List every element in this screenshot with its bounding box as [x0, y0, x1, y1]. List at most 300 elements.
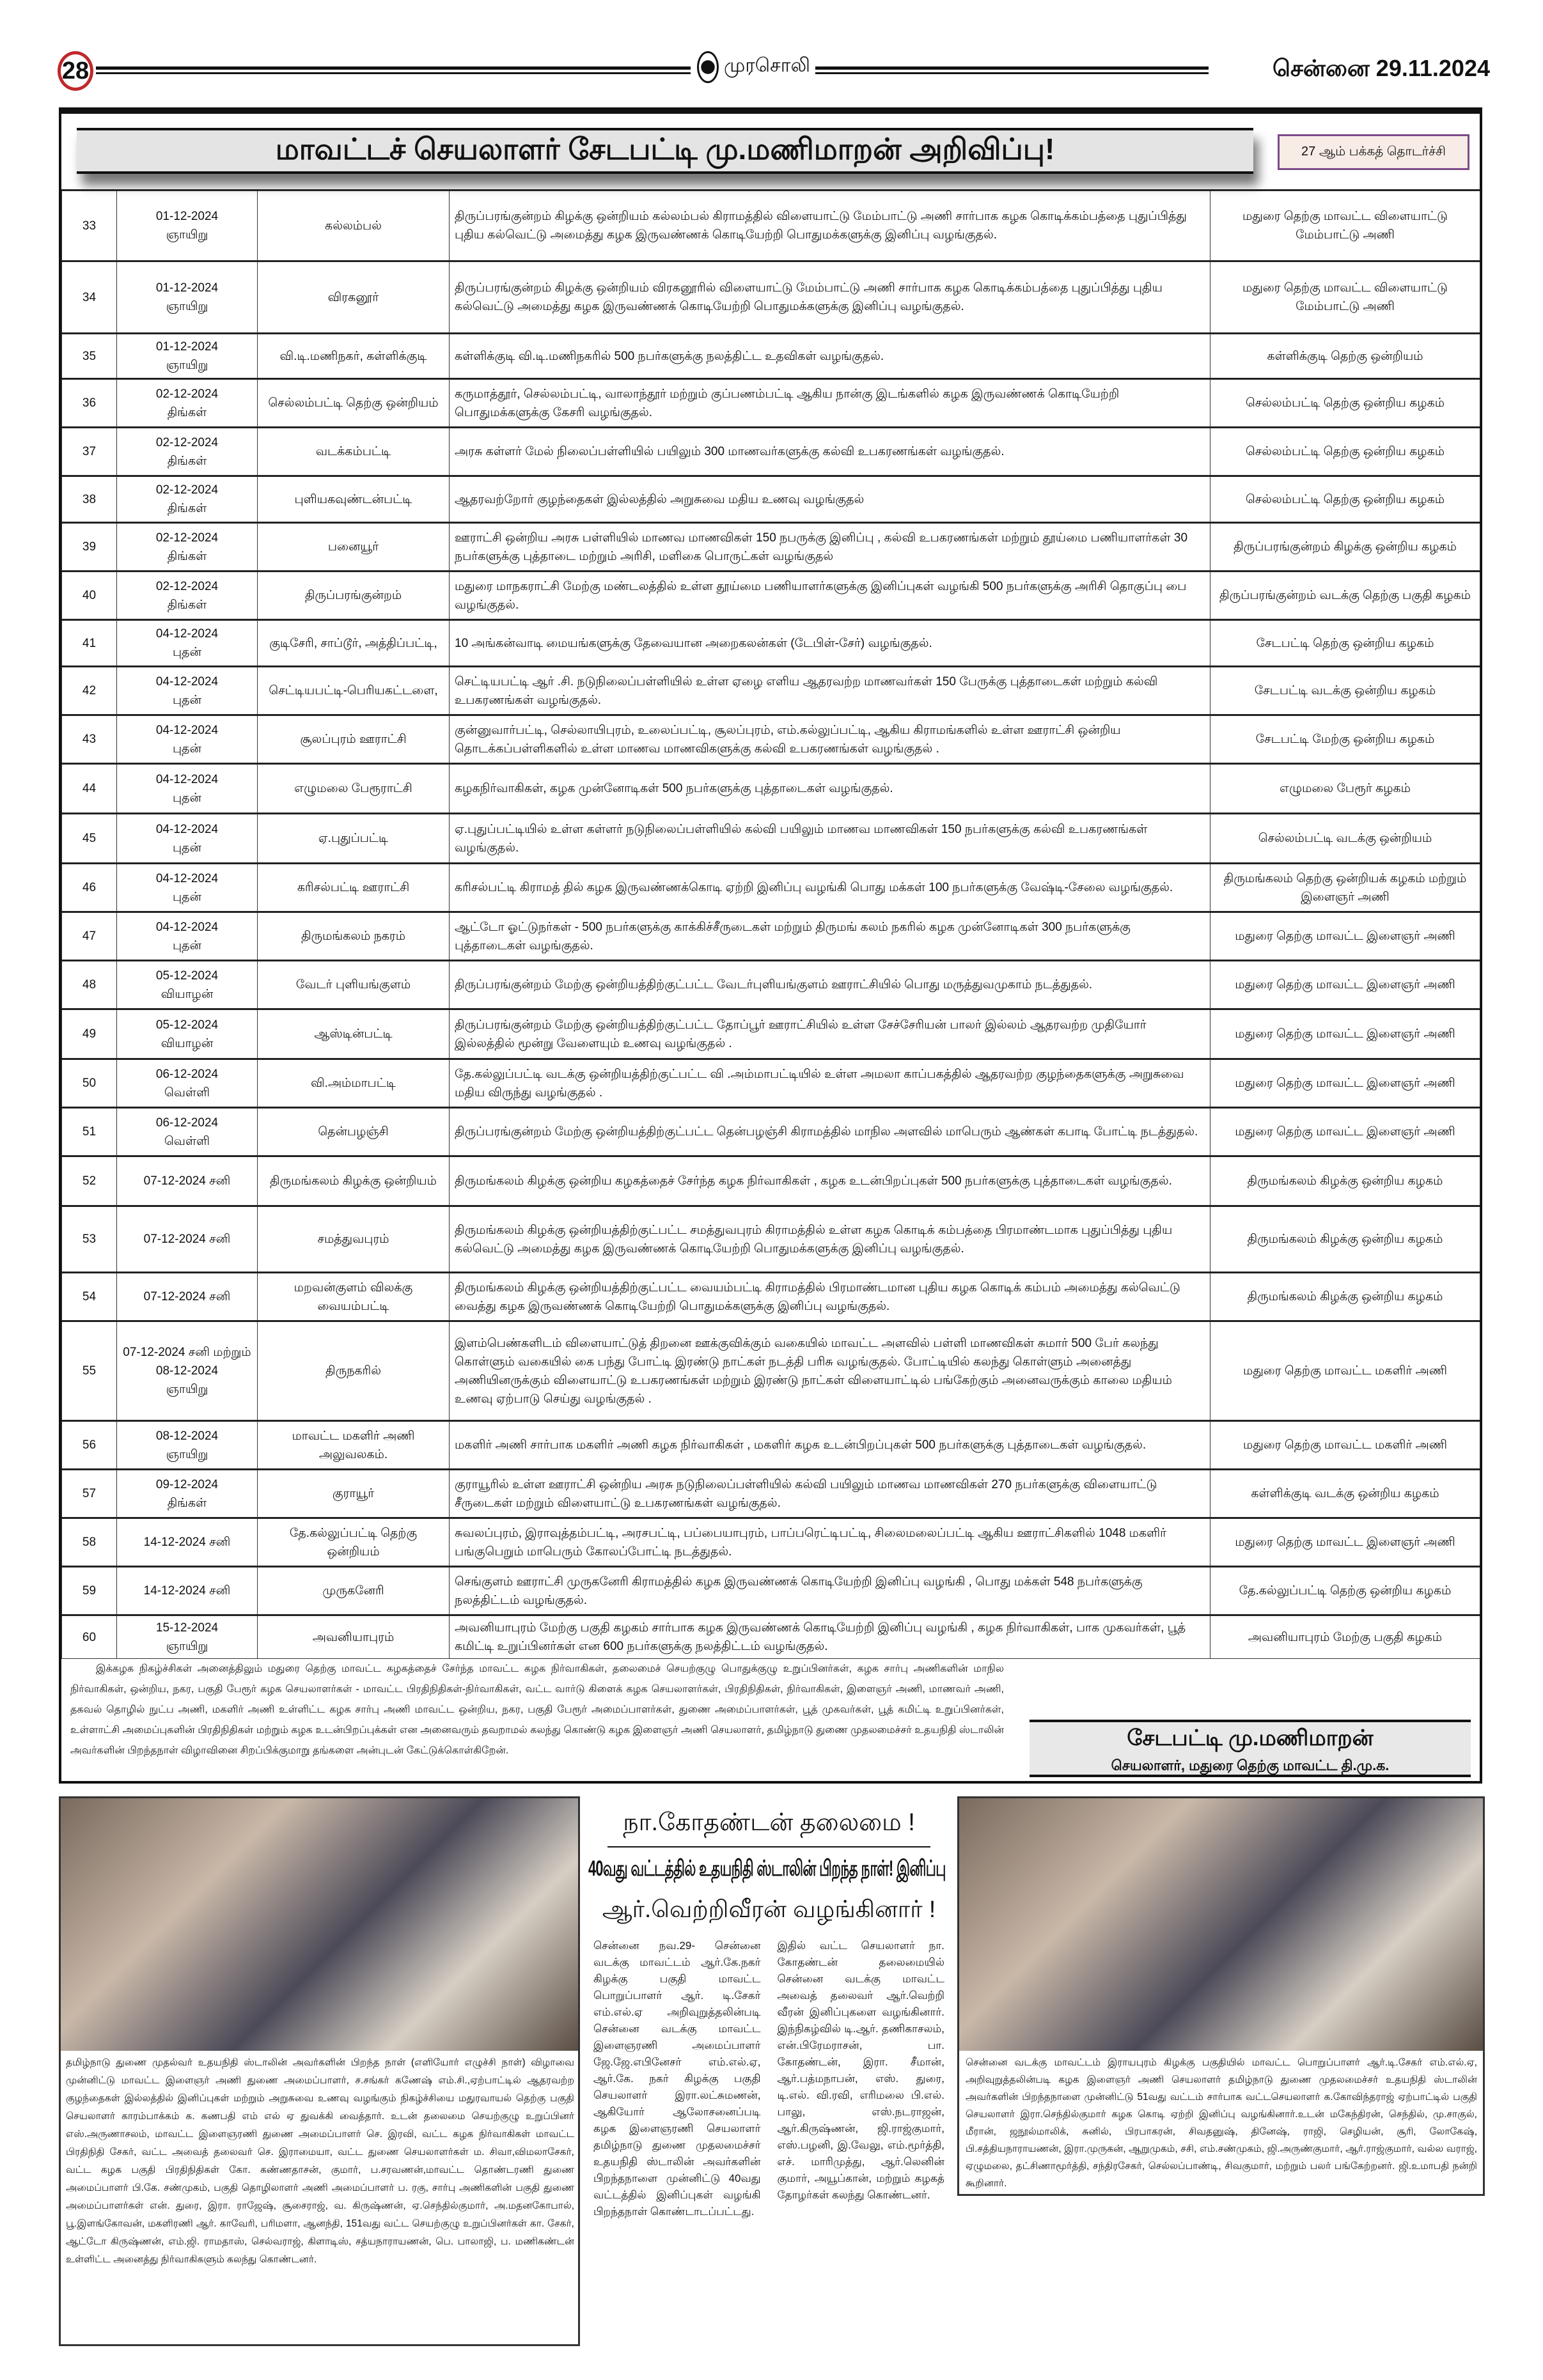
divider — [96, 66, 691, 74]
description-text: ஆட்டோ ஓட்டுநர்கள் - 500 நபர்களுக்கு காக்கிச்சீருடைகள் மற்றும் திருமங் கலம் நகரில் கழக முன்னோடிகள் 300 நபர்களுக்கு புத்தாடைகள் வழங்குதல். — [455, 920, 1131, 953]
table-row — [62, 428, 1480, 476]
event-date — [117, 334, 258, 379]
row-number-text: 55 — [82, 1364, 97, 1378]
event-date — [117, 814, 258, 864]
event-place — [258, 1108, 450, 1156]
description-text: அரசு கள்ளர் மேல் நிலைப்பள்ளியில் பயிலும் 300 மாணவர்களுக்கு கல்வி உபகரணங்கள் வழங்குதல். — [455, 445, 1005, 458]
place-text: செட்டியபட்டி-பெரியகட்டளை, — [269, 684, 438, 697]
row-number-text: 45 — [82, 832, 97, 845]
organizer — [1210, 814, 1480, 864]
day-text: புதன் — [173, 938, 201, 953]
event-place — [258, 1470, 450, 1518]
table-row — [62, 864, 1480, 912]
description-text: கரிசல்பட்டி கிராமத் தில் கழக இருவண்ணக்கொடி ஏற்றி இனிப்பு வழங்கி பொது மக்கள் 100 நபர்களுக்கு வேஷ்டி-சேலை வழங்குதல். — [455, 881, 1173, 894]
date-text: 04-12-2024 — [155, 871, 219, 885]
description-text: கள்ளிக்குடி வி.டி.மணிநகரில் 500 நபர்களுக்கு நலத்திட்ட உதவிகள் வழங்குதல். — [455, 349, 884, 363]
description-text: இளம்பெண்களிடம் விளையாட்டுத் திறனை ஊக்குவிக்கும் வகையில் மாவட்ட அளவில் பள்ளி மாணவிகள் சுமார் 500 பேர் கலந்து கொள்ளும் வகையில் கை பந்து போட்டி இரண்டு நாட்கள் நடத்தி பரிசு வழங்குதல். போட்டியில் கலந்து கொள்ளும் அனைத்து அணியினருக்கும் விளையாட்டு உபகரணங்கள் மற்றும் இரண்டு நாட்கள் விளையாட்டில் பங்கேற்கும் அனைவருக்கும் காலை மதியம் உணவு ஏற்பாடு செய்து வழங்குதல் . — [455, 1336, 1172, 1406]
table-row — [62, 1615, 1480, 1659]
middle-story — [588, 1796, 950, 2220]
left-story — [59, 1796, 580, 2346]
organizer-text: மதுரை தெற்கு மாவட்ட இளைஞர் அணி — [1235, 1125, 1455, 1139]
event-description — [450, 1321, 1210, 1421]
event-place — [258, 715, 450, 764]
place-text: வி.அம்மாபட்டி — [311, 1077, 396, 1090]
event-date — [117, 912, 258, 961]
organizer-text: மதுரை தெற்கு மாவட்ட இளைஞர் அணி — [1235, 1536, 1455, 1549]
place-text: திருமங்கலம் கிழக்கு ஒன்றியம் — [270, 1174, 437, 1188]
table-row — [62, 1009, 1480, 1059]
organizer-text: செல்லம்பட்டி தெற்கு ஒன்றிய கழகம் — [1245, 445, 1445, 458]
right-story-photo — [959, 1798, 1483, 2051]
event-description — [450, 667, 1210, 715]
row-number-text: 40 — [82, 589, 97, 602]
date-text: 02-12-2024 — [155, 531, 219, 545]
organizer — [1210, 667, 1480, 715]
day-text: வெள்ளி — [164, 1085, 210, 1100]
table-row — [62, 912, 1480, 961]
event-place — [258, 1156, 450, 1206]
page-number: 28 — [58, 51, 93, 91]
organizer-text: மதுரை தெற்கு மாவட்ட இளைஞர் அணி — [1235, 1077, 1455, 1090]
event-description — [450, 1108, 1210, 1156]
event-description — [450, 1059, 1210, 1108]
event-description — [450, 715, 1210, 764]
event-place — [258, 428, 450, 476]
announcement-note: இக்கழக நிகழ்ச்சிகள் அனைத்திலும் மதுரை தெற்கு மாவட்ட கழகத்தைச் சேர்ந்த மாவட்ட கழக நிர்வாகிகள், தலைமைச் செயற்குழு பொதுக்குழு உறுப்பினர்கள், கழக சார்பு அணிகளின் மாநில நிர்வாகிகள், ஒன்றிய, நகர, பகுதி பேரூர் கழக செயலாளர்கள் - மாவட்ட பிரதிநிதிகள்-நிர்வாகிகள், வட்ட வார்டு கிளைக் கழக செயலாளர்கள், பிரதிநிதிகள், நிர்வாகிகள், இளைஞர் அணி, மாணவர் அணி, தகவல் தொழில் நுட்ப அணி, மகளிர் அணி உள்ளிட்ட கழக சார்பு அணி மாவட்ட ஒன்றிய, நகர, பகுதி பேரூர் அமைப்பாளர்கள், துணை அமைப்பாளர்கள், பூத் முகவர்கள், பூத் கமிட்டி உறுப்பினர்கள், உள்ளாட்சி அமைப்புகளின் பிரதிநிதிகள் மற்றும் கழக உடன்பிறப்புக்கள் என அனைவரும் தவறாமல் கலந்து கொண்டு கழக இளைஞர் அணி செயலாளர், தமிழ்நாடு துணை முதலமைச்சர் உதயநிதி ஸ்டாலின் அவர்களின் பிறந்தநாள் விழாவினை சிறப்பிக்குமாறு தங்களை அன்புடன் கேட்டுக்கொள்கிறேன். — [70, 1663, 1005, 1756]
date-text: 07-12-2024 சனி மற்றும் 08-12-2024 — [123, 1346, 251, 1378]
row-number — [62, 620, 117, 667]
date-text: 01-12-2024 — [155, 281, 219, 295]
row-number-text: 50 — [82, 1077, 97, 1090]
place-text: கல்லம்பல் — [325, 219, 382, 233]
place-text: சூலப்புரம் ஊராட்சி — [300, 733, 407, 746]
table-row — [62, 961, 1480, 1009]
event-place — [258, 191, 450, 261]
organizer-text: திருமங்கலம் கிழக்கு ஒன்றிய கழகம் — [1247, 1233, 1443, 1246]
event-place — [258, 1206, 450, 1273]
description-text: ஏ.புதுப்பட்டியில் உள்ள கள்ளர் நடுநிலைப்பள்ளியில் கல்வி பயிலும் மாணவ மாணவிகள் 150 நபர்களுக்கு கல்வி உபகரணங்கள் வழங்குதல். — [455, 822, 1148, 855]
description-text: திருமங்கலம் கிழக்கு ஒன்றியத்திற்குட்பட்ட சமத்துவபுரம் கிராமத்தில் உள்ள கழக கொடிக் கம்பத்தை பிரமாண்டமாக புதுப்பித்து புதிய கல்வெட்டு அமைத்து கழக இருவண்ணக் கொடியேற்றி பொதுமக்களுக்கு இனிப்பு வழங்குதல். — [455, 1223, 1173, 1256]
day-text: திங்கள் — [167, 454, 207, 468]
date-text: 07-12-2024 சனி — [143, 1233, 231, 1246]
event-place — [258, 476, 450, 523]
organizer-text: திருமங்கலம் கிழக்கு ஒன்றிய கழகம் — [1247, 1290, 1443, 1303]
organizer-text: மதுரை தெற்கு மாவட்ட இளைஞர் அணி — [1235, 929, 1455, 943]
row-number-text: 58 — [82, 1536, 97, 1549]
organizer-text: திருமங்கலம் தெற்கு ஒன்றியக் கழகம் மற்றும் இளைஞர் அணி — [1223, 871, 1467, 904]
event-description — [450, 814, 1210, 864]
place-text: முருகனேரி — [322, 1584, 384, 1598]
date-text: 02-12-2024 — [155, 483, 219, 497]
organizer — [1210, 1156, 1480, 1206]
date-text: 04-12-2024 — [155, 723, 219, 737]
row-number-text: 60 — [82, 1630, 97, 1644]
organizer-text: செல்லம்பட்டி வடக்கு ஒன்றியம் — [1258, 832, 1432, 845]
organizer-text: செல்லம்பட்டி தெற்கு ஒன்றிய கழகம் — [1245, 492, 1445, 506]
description-text: திருப்பரங்குன்றம் மேற்கு ஒன்றியத்திற்குட்பட்ட தென்பழஞ்சி கிராமத்தில் மாநில அளவில் மாபெரும் ஆண்கள் கபாடி போட்டி நடத்துதல். — [455, 1125, 1198, 1139]
row-number — [62, 1615, 117, 1659]
event-place — [258, 261, 450, 334]
date-text: 09-12-2024 — [155, 1477, 219, 1491]
event-date — [117, 715, 258, 764]
row-number — [62, 1518, 117, 1567]
organizer — [1210, 764, 1480, 814]
day-text: திங்கள் — [167, 1496, 207, 1510]
story-subhead: ஆர்.வெற்றிவீரன் வழங்கினார் ! — [602, 1896, 936, 1922]
event-description — [450, 764, 1210, 814]
organizer — [1210, 1518, 1480, 1567]
place-text: சமத்துவபுரம் — [317, 1233, 389, 1246]
date-text: 01-12-2024 — [155, 340, 219, 354]
row-number — [62, 961, 117, 1009]
organizer — [1210, 864, 1480, 912]
date-text: 02-12-2024 — [155, 579, 219, 593]
row-number — [62, 1206, 117, 1273]
organizer — [1210, 334, 1480, 379]
event-date — [117, 191, 258, 261]
organizer — [1210, 1567, 1480, 1615]
story-kicker: நா.கோதண்டன் தலைமை ! — [607, 1796, 930, 1847]
date-text: 01-12-2024 — [155, 210, 219, 223]
event-place — [258, 864, 450, 912]
description-text: திருமங்கலம் கிழக்கு ஒன்றிய கழகத்தைச் சேர்ந்த கழக நிர்வாகிகள் , கழக உடன்பிறப்புகள் 500 நபர்களுக்கு புத்தாடைகள் வழங்குதல். — [455, 1174, 1172, 1188]
organizer — [1210, 1470, 1480, 1518]
date-text: 08-12-2024 — [155, 1429, 219, 1443]
organizer-text: கள்ளிக்குடி வடக்கு ஒன்றிய கழகம் — [1251, 1487, 1439, 1500]
row-number — [62, 1156, 117, 1206]
day-text: திங்கள் — [167, 598, 207, 612]
date-text: 02-12-2024 — [155, 435, 219, 449]
event-description — [450, 1206, 1210, 1273]
divider — [815, 66, 1209, 74]
row-number-text: 34 — [82, 290, 97, 304]
event-date — [117, 1156, 258, 1206]
day-text: புதன் — [173, 693, 201, 707]
event-description — [450, 620, 1210, 667]
masthead — [58, 51, 1490, 89]
table-row — [62, 379, 1480, 428]
day-text: புதன் — [173, 646, 201, 659]
event-description — [450, 1567, 1210, 1615]
right-story — [957, 1796, 1485, 2196]
event-description — [450, 428, 1210, 476]
row-number-text: 51 — [82, 1125, 97, 1139]
organizer — [1210, 1273, 1480, 1321]
row-number-text: 59 — [82, 1584, 97, 1598]
event-place — [258, 1567, 450, 1615]
event-date — [117, 428, 258, 476]
event-date — [117, 1108, 258, 1156]
place-text: வடக்கம்பட்டி — [315, 445, 391, 458]
organizer-text: சேடபட்டி தெற்கு ஒன்றிய கழகம் — [1256, 636, 1434, 650]
day-text: திங்கள் — [167, 405, 207, 419]
organizer-text: திருப்பரங்குன்றம் கிழக்கு ஒன்றிய கழகம் — [1234, 540, 1457, 554]
event-place — [258, 379, 450, 428]
place-text: எழுமலை பேரூராட்சி — [294, 782, 412, 795]
dateline: சென்னை 29.11.2024 — [1272, 55, 1490, 81]
place-text: கரிசல்பட்டி ஊராட்சி — [297, 881, 410, 894]
left-story-caption: தமிழ்நாடு துணை முதல்வர் உதயநிதி ஸ்டாலின் அவர்களின் பிறந்த நாள் (எளியோர் எழுச்சி நாள்) விழாவை முன்னிட்டு மாவட்ட இளைஞர் அணி துணை அமைப்பாளர், ச.சங்கர் கணேஷ் எம்.சி.,ஏற்பாட்டில் ஆதரவற்ற குழந்தைகள் இல்லத்தில் இனிப்புகள் மற்றும் அறுசுவை உணவு வழங்கும் நிகழ்ச்சியை மதுரவாயல் தெற்கு பகுதி செயலாளர் காரம்பாக்கம் க. கணபதி எம் எல் ஏ துவக்கி வைத்தார். உடன் தலைமை செயற்குழு உறுப்பினர் எஸ்.அருணாசலம், மாவட்ட இளைஞரணி துணை அமைப்பாளர் செ. இரவி, வட்ட கழக நிர்வாகிகள் மாவட்ட பிரதிநிதி சேகர், வட்ட அவைத் தலைவர் செ. இராமையா, வட்ட துணை செயலாளர்கள் ம. சிவா,விமலாசேகர், வட்ட கழக பகுதி பிரதிநிதிகள் கோ. கண்ணதாசன், குமார், ப.சரவணன்,மாவட்ட தொண்டரணி துணை அமைப்பாளர் பி.கே. சண்முகம், பகுதி தொழிலாளர் அணி அமைப்பாளர் ப. ரகு, சார்பு அணிகளின் பகுதி துணை அமைப்பாளர்கள் என். துரை, இரா. ராஜேஷ், சூசைராஜ், வ. கிருஷ்ணன், ஏ.செந்தில்குமார், அ.மதனகோபால், பூ.இளங்கோவன், மகளிரணி ஆர். காவேரி, பரிமளா, ஆனந்தி, 151வது வட்ட செயற்குழு உறுப்பினர்கள் கா. சேகர், ஆட்டோ கிருஷ்ணன், எம்.ஜி. ராமதாஸ், செல்வராஜ், கிளாடிஸ், சத்யநாராயணன், பெ. பாலாஜி, ப. மணிகண்டன் உள்ளிட்ட அனைத்து நிர்வாகிகளும் கலந்து கொண்டனர். — [66, 2057, 574, 2265]
row-number — [62, 334, 117, 379]
place-text: விரகனூர் — [327, 290, 379, 304]
row-number-text: 47 — [82, 929, 97, 943]
place-text: குடிசேரி, சாப்டூர், அத்திப்பட்டி, — [269, 636, 437, 650]
place-text: தே.கல்லுப்பட்டி தெற்கு ஒன்றியம் — [289, 1526, 418, 1559]
table-row — [62, 814, 1480, 864]
organizer-text: அவனியாபுரம் மேற்கு பகுதி கழகம் — [1248, 1630, 1443, 1644]
event-place — [258, 620, 450, 667]
table-row — [62, 667, 1480, 715]
description-text: செட்டியபட்டி ஆர் .சி. நடுநிலைப்பள்ளியில் உள்ள ஏழை எளிய ஆதரவற்ற மாணவர்கள் 150 பேருக்கு புத்தாடைகள் மற்றும் கல்வி உபகரணங்கள் வழங்குதல். — [455, 674, 1158, 707]
description-text: திருமங்கலம் கிழக்கு ஒன்றியத்திற்குட்பட்ட வையம்பட்டி கிராமத்தில் பிரமாண்டமான புதிய கழக கொடிக் கம்பம் அமைத்து கல்வெட்டு வைத்து கழக இருவண்ணக் கொடியேற்றி பொதுமக்களுக்கு இனிப்பு வழங்குதல். — [455, 1280, 1180, 1313]
event-description — [450, 1156, 1210, 1206]
story-column-1: சென்னை நவ.29- சென்னை வடக்கு மாவட்டம் ஆர்.கே.நகர் கிழக்கு பகுதி மாவட்ட பொறுப்பாளர் ஆர். டி.சேகர் எம்.எல்.ஏ அறிவுறுத்தலின்படி சென்னை வடக்கு மாவட்ட இளைஞரணி அமைப்பாளர் ஜே.ஜே.எபினேசர் எம்.எல்.ஏ, ஆர்.கே. நகர் கிழக்கு பகுதி செயலாளர் இரா.லட்சுமணன், ஆகியோர் ஆலோசனைப்படி கழக இளைஞரணி செயலாளர் தமிழ்நாடு துணை முதலமைச்சர் உதயநிதி ஸ்டாலின் அவர்களின் பிறந்தநாளை முன்னிட்டு 40வது வட்டத்தில் இனிப்புகள் வழங்கி பிறந்தநாள் கொண்டாடப்பட்டது. — [593, 1940, 761, 2218]
row-number — [62, 1421, 117, 1470]
event-place — [258, 1321, 450, 1421]
date-text: 06-12-2024 — [155, 1116, 219, 1130]
event-date — [117, 1615, 258, 1659]
event-date — [117, 1206, 258, 1273]
table-row — [62, 1108, 1480, 1156]
table-row — [62, 1470, 1480, 1518]
description-text: ஊராட்சி ஒன்றிய அரசு பள்ளியில் மாணவ மாணவிகள் 150 நபருக்கு இனிப்பு , கல்வி உபகரணங்கள் மற்றும் தூய்மை பணியாளர்கள் 30 நபர்களுக்கு புத்தாடை மற்றும் அரிசி, மளிகை பொருட்கள் வழங்குதல் — [455, 531, 1188, 563]
event-date — [117, 1321, 258, 1421]
organizer — [1210, 961, 1480, 1009]
row-number-text: 53 — [82, 1233, 97, 1246]
event-date — [117, 1518, 258, 1567]
description-text: திருப்பரங்குன்றம் கிழக்கு ஒன்றியம் விரகனூரில் விளையாட்டு மேம்பாட்டு அணி சார்பாக கழக கொடிக்கம்பத்தை புதுப்பித்து புதிய கல்வெட்டு அமைத்து கழக இருவண்ணக் கொடியேற்றி பொதுமக்களுக்கு இனிப்பு வழங்குதல். — [455, 281, 1163, 313]
event-date — [117, 961, 258, 1009]
table-row — [62, 1156, 1480, 1206]
description-text: தே.கல்லுப்பட்டி வடக்கு ஒன்றியத்திற்குட்பட்ட வி .அம்மாபட்டியில் உள்ள அமலா காப்பகத்தில் ஆதரவற்ற குழந்தைகளுக்கு அறுசுவை மதிய விருந்து வழங்குதல் . — [455, 1067, 1184, 1100]
date-text: 04-12-2024 — [155, 920, 219, 934]
row-number — [62, 1321, 117, 1421]
table-row — [62, 1321, 1480, 1421]
row-number-text: 33 — [82, 219, 97, 233]
organizer — [1210, 1321, 1480, 1421]
event-place — [258, 1518, 450, 1567]
row-number-text: 37 — [82, 445, 97, 458]
table-row — [62, 1421, 1480, 1470]
table-row — [62, 334, 1480, 379]
event-date — [117, 864, 258, 912]
event-date — [117, 1421, 258, 1470]
description-text: திருப்பரங்குன்றம் மேற்கு ஒன்றியத்திற்குட்பட்ட வேடர்புளியங்குளம் ஊராட்சியில் பொது மருத்துவமுகாம் நடத்துதல். — [455, 978, 1093, 992]
right-story-caption: சென்னை வடக்கு மாவட்டம் இராயபுரம் கிழக்கு பகுதியில் மாவட்ட பொறுப்பாளர் ஆர்.டி.சேகர் எம்.எல்.ஏ, அறிவுறுத்தலின்படி கழக இளைஞர் அணி செயலாளர் தமிழ்நாடு துணை முதலமைச்சர் உதயநிதி ஸ்டாலின் அவர்களின் பிறந்தநாளை முன்னிட்டு 51வது வட்டம் சார்பாக வட்டசெயலாளர் க.கோவிந்தராஜ் ஏற்பாட்டில் பகுதி செயலாளர் இரா.செந்தில்குமார் கழக கொடி ஏற்றி இனிப்பு வழங்கினார்.உடன் மகேந்திரன், செந்தில், மு.சாகுல், மீரான், ஜநூல்மாலிக், சுனில், பிரபாகரன், சிவதனுஷ், தினேஷ், ராஜி, செழியன், சூரி, லோகேஷ், பி.சத்தியநாராயணன், இரா.முருகன், ஆறுமுகம், சசி, எம்.சண்முகம், ஜி.அருண்குமார், ஆர்.ராஜ்குமார், வல்ல வராஜ், ஏழுமலை, தட்சிணாமூர்த்தி, சந்திரசேகர், செல்லப்பாண்டி, சிவகுமார், மற்றும் பலர் பங்கேற்றனர். ஜி.உமாபதி நன்றி கூறினார். — [966, 2057, 1477, 2189]
organizer-text: மதுரை தெற்கு மாவட்ட இளைஞர் அணி — [1235, 1027, 1455, 1041]
event-description — [450, 912, 1210, 961]
row-number-text: 39 — [82, 540, 97, 554]
event-description — [450, 523, 1210, 572]
event-description — [450, 476, 1210, 523]
events-table — [61, 189, 1480, 1659]
row-number — [62, 1108, 117, 1156]
organizer — [1210, 1615, 1480, 1659]
event-date — [117, 764, 258, 814]
row-number — [62, 261, 117, 334]
organizer-text: திருமங்கலம் கிழக்கு ஒன்றிய கழகம் — [1247, 1174, 1443, 1188]
event-date — [117, 1470, 258, 1518]
description-text: திருப்பரங்குன்றம் கிழக்கு ஒன்றியம் கல்லம்பல் கிராமத்தில் விளையாட்டு மேம்பாட்டு அணி சார்பாக கழக கொடிக்கம்பத்தை புதுப்பித்து புதிய கல்வெட்டு அமைத்து கழக இருவண்ணக் கொடியேற்றி பொதுமக்களுக்கு இனிப்பு வழங்குதல். — [455, 210, 1187, 242]
story-column-2: இதில் வட்ட செயலாளர் நா. கோதண்டன் தலைமையில் சென்னை வடக்கு மாவட்ட அவைத் தலைவர் ஆர்.வெற்றி வீரன் இனிப்புகளை வழங்கினார். இந்நிகழ்வில் டி.ஆர். தணிகாசலம், என்.பிரேமராசன், பா. கோதண்டன், இரா. சீமான், ஆர்.பத்மநாபன், எஸ். துரை, டி.எல். வி.ரவி, எரிமலை பி.எல். பாலு, எஸ்.நடராஜன், ஆர்.கிருஷ்ணன், ஜி.ராஜ்குமார், எஸ்.பழனி, இ.வேலு, எம்.மூர்த்தி, எச். மாரிமுத்து, ஆர்.லெனின் குமார், அயூப்கான், மற்றும் கழகத் தோழர்கள் கலந்து கொண்டனர். — [777, 1940, 944, 2201]
event-date — [117, 1567, 258, 1615]
row-number-text: 42 — [82, 684, 97, 697]
row-number-text: 35 — [82, 349, 97, 363]
description-text: கருமாத்தூர், செல்லம்பட்டி, வாலாந்தூர் மற்றும் குப்பணம்பட்டி ஆகிய நான்கு இடங்களில் கழக இருவண்ணக் கொடியேற்றி பொதுமக்களுக்கு கேசரி வழங்குதல். — [455, 387, 1120, 419]
row-number — [62, 1567, 117, 1615]
day-text: ஞாயிறு — [166, 228, 208, 242]
table-row — [62, 476, 1480, 523]
organizer-text: செல்லம்பட்டி தெற்கு ஒன்றிய கழகம் — [1245, 396, 1445, 410]
description-text: மகளிர் அணி சார்பாக மகளிர் அணி கழக நிர்வாகிகள் , மகளிர் கழக உடன்பிறப்புகள் 500 நபர்களுக்கு புத்தாடைகள் வழங்குதல். — [455, 1438, 1147, 1452]
row-number-text: 44 — [82, 782, 97, 795]
description-text: குன்னுவார்பட்டி, செல்லாயிபுரம், உலைப்பட்டி, சூலப்புரம், எம்.கல்லுப்பட்டி, ஆகிய கிராமங்களில் உள்ள ஊராட்சி ஒன்றிய தொடக்கப்பள்ளிகளில் உள்ள மாணவ மாணவிகளுக்கு கல்வி உபகரணங்கள் வழங்குதல் . — [455, 723, 1121, 756]
event-date — [117, 620, 258, 667]
row-number — [62, 476, 117, 523]
row-number-text: 41 — [82, 636, 97, 650]
row-number — [62, 572, 117, 620]
table-row — [62, 1059, 1480, 1108]
organizer-text: திருப்பரங்குன்றம் வடக்கு தெற்கு பகுதி கழகம் — [1219, 589, 1471, 602]
day-text: புதன் — [173, 742, 201, 756]
announcement-title: மாவட்டச் செயலாளர் சேடபட்டி மு.மணிமாறன் அறிவிப்பு! — [77, 128, 1253, 174]
date-text: 05-12-2024 — [155, 1018, 219, 1032]
organizer — [1210, 715, 1480, 764]
row-number-text: 43 — [82, 733, 97, 746]
table-row — [62, 715, 1480, 764]
row-number-text: 48 — [82, 978, 97, 992]
row-number — [62, 191, 117, 261]
description-text: அவனியாபுரம் மேற்கு பகுதி கழகம் சார்பாக கழக இருவண்ணக் கொடியேற்றி இனிப்பு வழங்கி , கழக நிர்வாகிகள், பாக முகவர்கள், பூத் கமிட்டி உறுப்பினர்கள் என 600 நபர்களுக்கு நலத்திட்டம் வழங்குதல். — [455, 1621, 1186, 1653]
place-text: வேடர் புளியங்குளம் — [295, 978, 411, 992]
story-headline-wrap — [588, 1856, 950, 1885]
organizer — [1210, 1108, 1480, 1156]
description-text: சுவலப்புரம், இராவுத்தம்பட்டி, அரசபட்டி, பப்பையாபுரம், பாப்பரெட்டிபட்டி, சிலைமலைப்பட்டி ஆகிய ஊராட்சிகளில் 1048 மகளிர் பங்குபெறும் மாபெரும் கோலப்போட்டி நடத்துதல். — [455, 1526, 1167, 1559]
place-text: அவனியாபுரம் — [312, 1630, 395, 1644]
event-description — [450, 572, 1210, 620]
date-text: 04-12-2024 — [155, 674, 219, 688]
table-row — [62, 191, 1480, 261]
event-place — [258, 1421, 450, 1470]
row-number — [62, 667, 117, 715]
place-text: குராயூர் — [332, 1487, 375, 1500]
place-text: ஆஸ்டின்பட்டி — [314, 1027, 393, 1041]
date-text: 07-12-2024 சனி — [143, 1290, 231, 1303]
date-text: 07-12-2024 சனி — [143, 1174, 231, 1188]
day-text: ஞாயிறு — [166, 359, 208, 372]
organizer — [1210, 523, 1480, 572]
description-text: கழகநிர்வாகிகள், கழக முன்னோடிகள் 500 நபர்களுக்கு புத்தாடைகள் வழங்குதல். — [455, 782, 893, 795]
row-number — [62, 379, 117, 428]
event-place — [258, 764, 450, 814]
organizer-text: கள்ளிக்குடி தெற்கு ஒன்றியம் — [1267, 349, 1423, 363]
row-number — [62, 1009, 117, 1059]
event-date — [117, 1059, 258, 1108]
event-date — [117, 523, 258, 572]
event-description — [450, 1273, 1210, 1321]
description-text: குராயூரில் உள்ள ஊராட்சி ஒன்றிய அரசு நடுநிலைப்பள்ளியில் கல்வி பயிலும் மாணவ மாணவிகள் 270 நபர்களுக்கு விளையாட்டு சீருடைகள் மற்றும் விளையாட்டு உபகரணங்கள் வழங்குதல். — [455, 1477, 1157, 1510]
organizer-text: மதுரை தெற்கு மாவட்ட மகளிர் அணி — [1243, 1364, 1447, 1378]
event-description — [450, 961, 1210, 1009]
place-text: தென்பழஞ்சி — [318, 1125, 389, 1139]
organizer — [1210, 1206, 1480, 1273]
event-description — [450, 191, 1210, 261]
signature-box — [1030, 1720, 1471, 1777]
day-text: ஞாயிறு — [166, 1640, 208, 1653]
organizer — [1210, 572, 1480, 620]
place-text: திருமங்கலம் நகரம் — [301, 929, 406, 943]
day-text: வியாழன் — [161, 987, 214, 1001]
organizer — [1210, 191, 1480, 261]
row-number-text: 56 — [82, 1438, 97, 1452]
date-text: 04-12-2024 — [155, 627, 219, 641]
signature-name: சேடபட்டி மு.மணிமாறன் — [1127, 1726, 1374, 1750]
event-description — [450, 1518, 1210, 1567]
organizer — [1210, 1009, 1480, 1059]
row-number-text: 46 — [82, 881, 97, 894]
event-date — [117, 476, 258, 523]
date-text: 14-12-2024 சனி — [143, 1536, 231, 1549]
place-text: ஏ.புதுப்பட்டி — [318, 832, 389, 845]
event-place — [258, 961, 450, 1009]
event-date — [117, 379, 258, 428]
date-text: 04-12-2024 — [155, 772, 219, 786]
newspaper-logo — [697, 51, 810, 83]
event-place — [258, 667, 450, 715]
place-text: வி.டி.மணிநகர், கள்ளிக்குடி — [279, 349, 427, 363]
day-text: புதன் — [173, 890, 201, 904]
event-description — [450, 379, 1210, 428]
day-text: வியாழன் — [161, 1036, 214, 1050]
organizer-text: சேடபட்டி வடக்கு ஒன்றிய கழகம் — [1254, 684, 1436, 697]
organizer-text: சேடபட்டி மேற்கு ஒன்றிய கழகம் — [1255, 733, 1435, 746]
organizer-text: மதுரை தெற்கு மாவட்ட இளைஞர் அணி — [1235, 978, 1455, 992]
left-story-photo — [61, 1798, 578, 2051]
row-number — [62, 428, 117, 476]
organizer — [1210, 428, 1480, 476]
organizer — [1210, 1059, 1480, 1108]
date-text: 14-12-2024 சனி — [143, 1584, 231, 1598]
event-description — [450, 261, 1210, 334]
date-text: 05-12-2024 — [155, 968, 219, 983]
description-text: 10 அங்கன்வாடி மையங்களுக்கு தேவையான அறைகலன்கள் (டேபிள்-சேர்) வழங்குதல். — [455, 636, 932, 650]
place-text: புளியகவுண்டன்பட்டி — [294, 492, 412, 506]
row-number-text: 52 — [82, 1174, 97, 1188]
table-row — [62, 261, 1480, 334]
day-text: புதன் — [173, 791, 201, 805]
row-number — [62, 1470, 117, 1518]
table-row — [62, 1273, 1480, 1321]
description-text: மதுரை மாநகராட்சி மேற்கு மண்டலத்தில் உள்ள தூய்மை பணியாளர்களுக்கு இனிப்புகள் வழங்கி 500 நபர்களுக்கு அரிசி தொகுப்பு பை வழங்குதல். — [455, 579, 1187, 612]
place-text: மாவட்ட மகளிர் அணி அலுவலகம். — [292, 1429, 415, 1461]
event-description — [450, 1615, 1210, 1659]
organizer — [1210, 379, 1480, 428]
event-place — [258, 814, 450, 864]
place-text: மறவன்குளம் விலக்கு வையம்பட்டி — [294, 1280, 413, 1313]
event-date — [117, 261, 258, 334]
day-text: திங்கள் — [167, 502, 207, 515]
organizer — [1210, 912, 1480, 961]
table-row — [62, 1206, 1480, 1273]
date-text: 06-12-2024 — [155, 1067, 219, 1081]
row-number — [62, 523, 117, 572]
event-place — [258, 572, 450, 620]
organizer-text: மதுரை தெற்கு மாவட்ட விளையாட்டு மேம்பாட்டு அணி — [1242, 210, 1448, 242]
table-row — [62, 572, 1480, 620]
row-number-text: 36 — [82, 396, 97, 410]
row-number-text: 49 — [82, 1027, 97, 1041]
row-number — [62, 715, 117, 764]
